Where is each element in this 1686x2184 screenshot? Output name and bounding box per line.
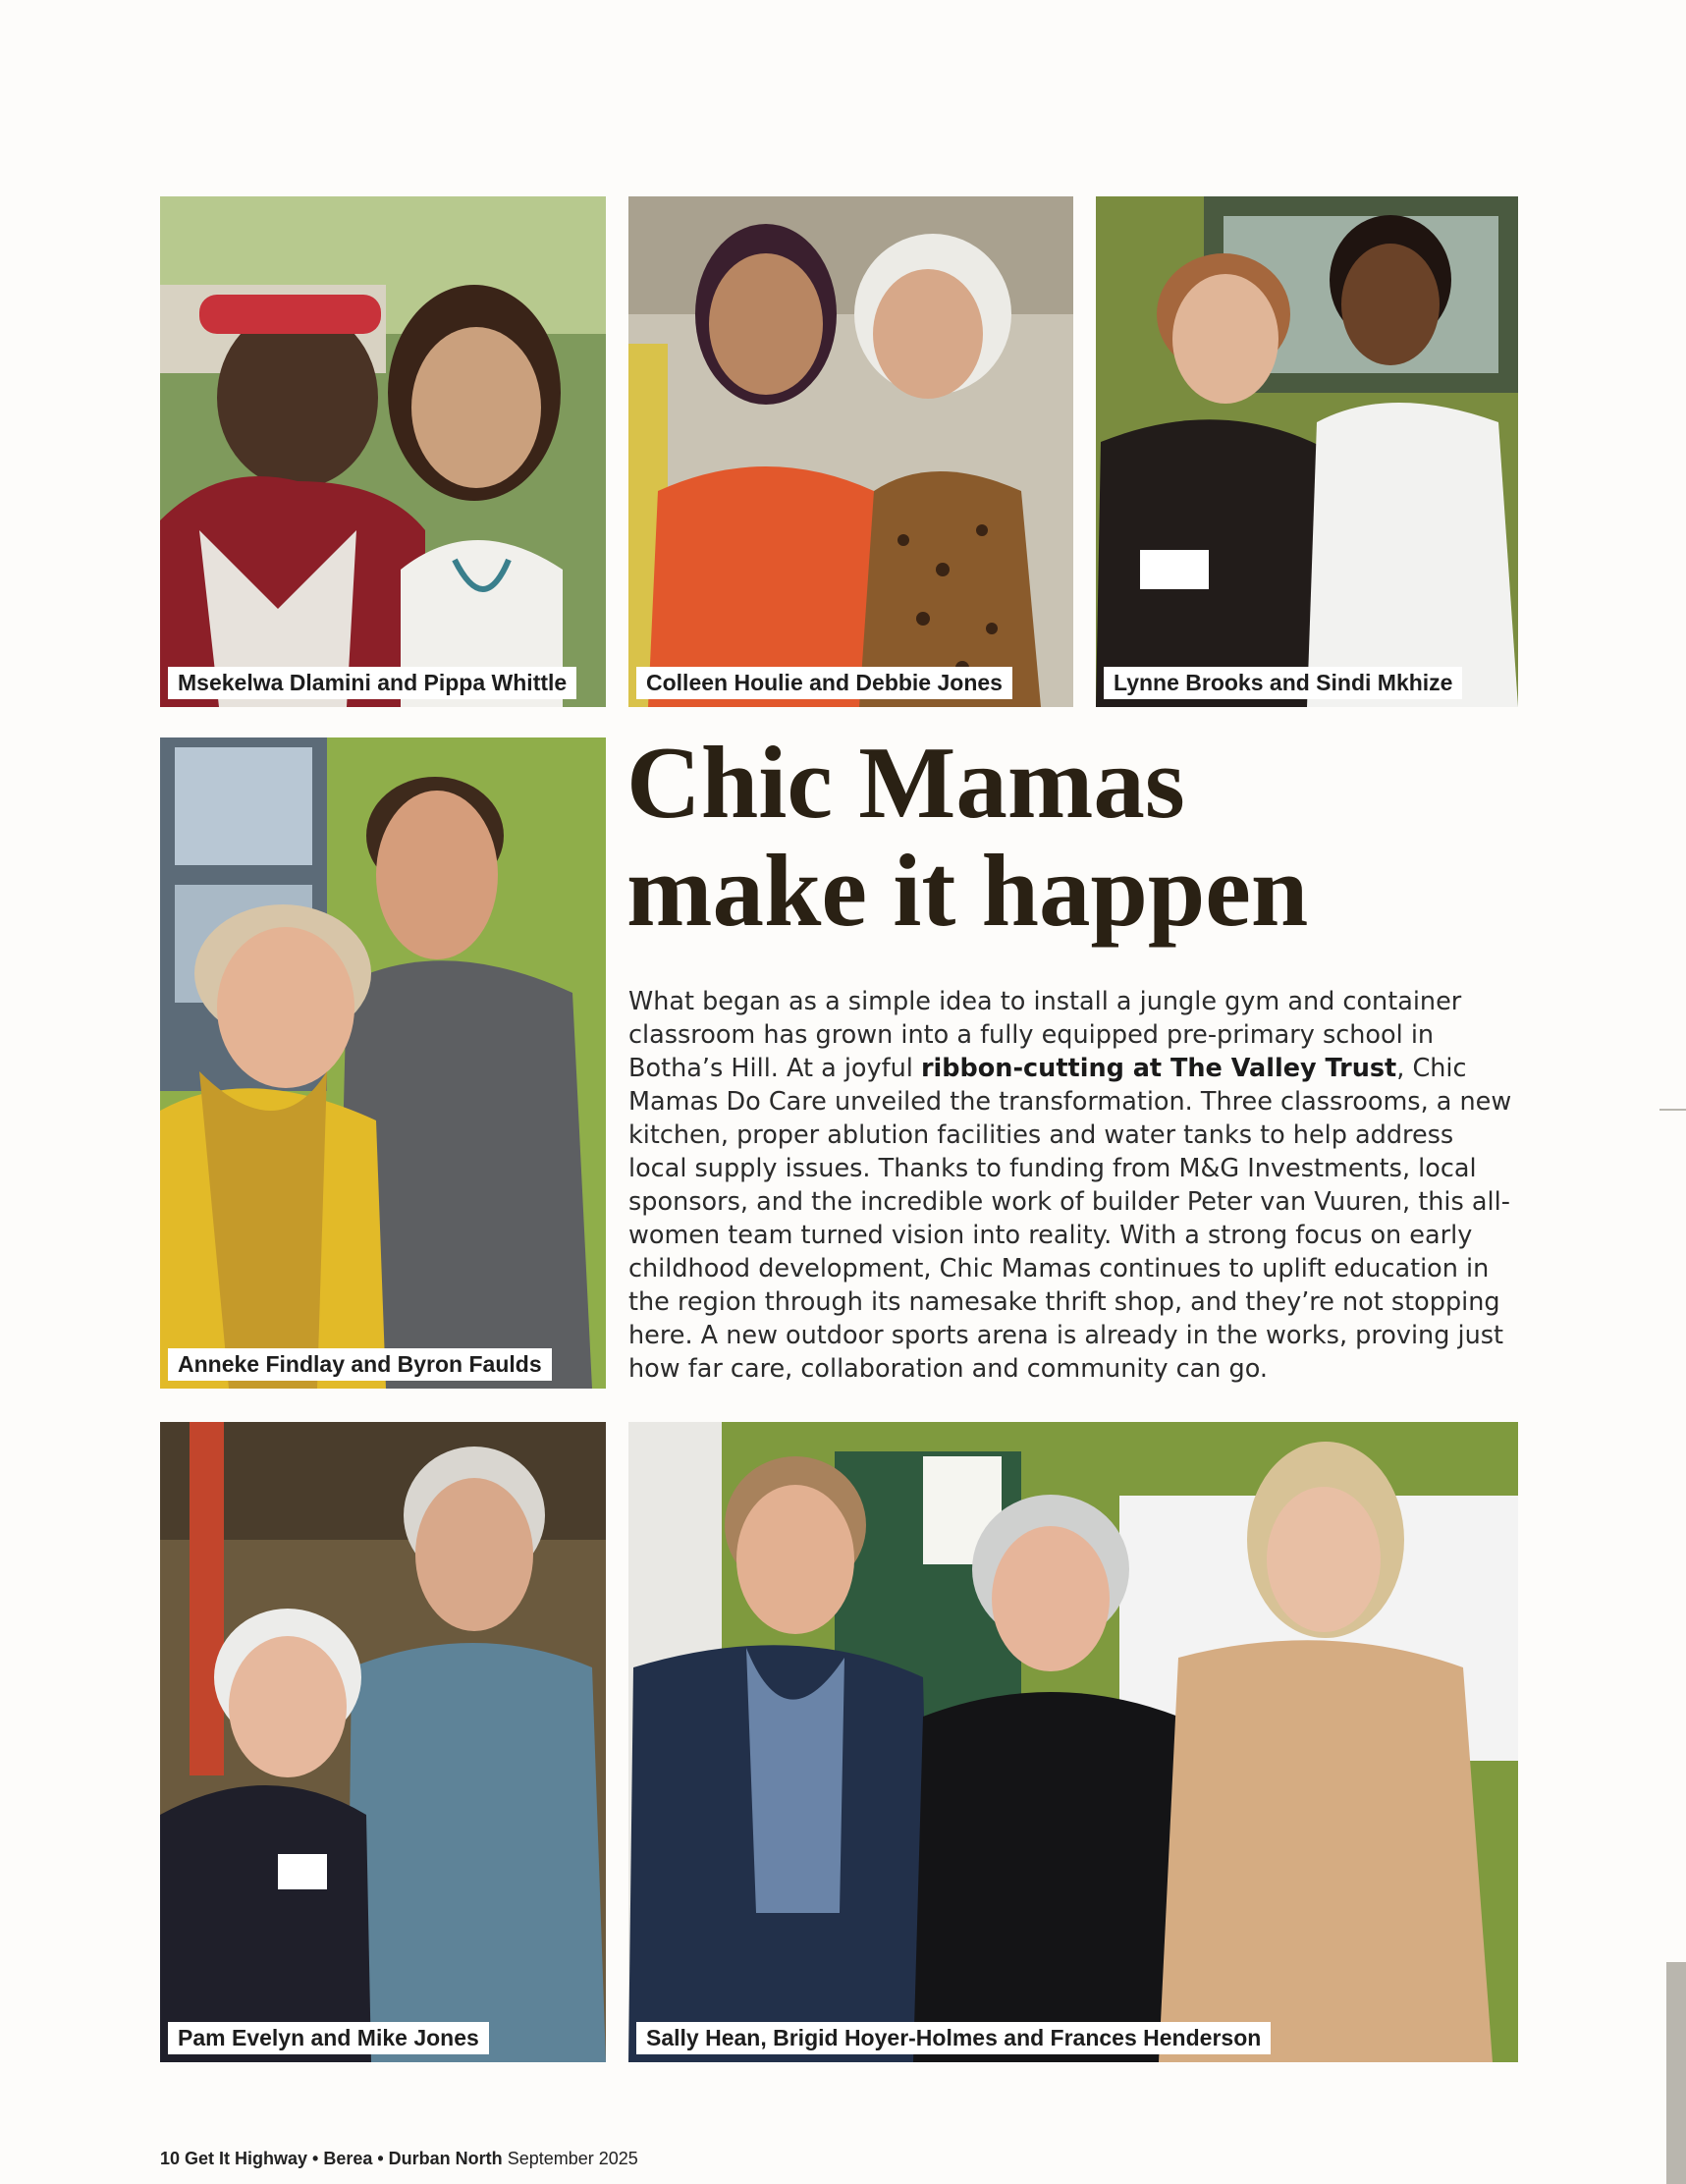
- page-edge-tab: [1666, 1962, 1686, 2184]
- headline-line-2: make it happen: [626, 833, 1309, 948]
- body-text-part-2: , Chic Mamas Do Care unveiled the transformation. Three classrooms, a new kitchen, proper ablution facilities and water tanks to help address local supply issues. Thanks to funding from M&G Investments, local sponsors, and the incredible work of builder Peter van Vuuren, this all-women team turned vision into reality. With a strong focus on early childhood development, Chic Mamas continues to uplift education in the region through its namesake thrift shop, and they’re not stopping here. A new outdoor sports arena is already in the works, proving just how far care, collaboration and community can go.: [628, 1054, 1512, 1384]
- photo-anneke-byron: [160, 737, 606, 1389]
- photo-sally-brigid-frances: [628, 1422, 1518, 2062]
- footer-issue-date: September 2025: [507, 2149, 638, 2168]
- photo-caption: Colleen Houlie and Debbie Jones: [636, 667, 1012, 699]
- footer-page-info: 10 Get It Highway • Berea • Durban North: [160, 2149, 503, 2168]
- body-text-bold: ribbon-cutting at The Valley Trust: [920, 1054, 1397, 1083]
- photo-caption: Pam Evelyn and Mike Jones: [168, 2022, 489, 2054]
- photo-caption: Msekelwa Dlamini and Pippa Whittle: [168, 667, 576, 699]
- photo-scene: [160, 1422, 606, 2062]
- page-edge-tick: [1659, 1109, 1686, 1111]
- photo-caption: Sally Hean, Brigid Hoyer-Holmes and Frances Henderson: [636, 2022, 1271, 2054]
- photo-scene: [628, 196, 1073, 707]
- photo-caption: Anneke Findlay and Byron Faulds: [168, 1348, 552, 1381]
- photo-pam-mike: [160, 1422, 606, 2062]
- body-text-part-1: What began as a simple idea to install a jungle gym and container classroom has grown into a fully equipped pre-primary school in Botha’s Hill. At a joyful: [628, 987, 1462, 1083]
- photo-msekelwa-pippa: [160, 196, 606, 707]
- photo-scene: [160, 737, 606, 1389]
- photo-scene: [160, 196, 606, 707]
- headline-line-1: Chic Mamas: [626, 725, 1185, 840]
- photo-scene: [1096, 196, 1518, 707]
- article-headline: [626, 725, 1569, 948]
- photo-lynne-sindi: [1096, 196, 1518, 707]
- photo-scene: [628, 1422, 1518, 2062]
- article-body: [628, 985, 1517, 1386]
- photo-colleen-debbie: [628, 196, 1073, 707]
- photo-caption: Lynne Brooks and Sindi Mkhize: [1104, 667, 1462, 699]
- page-footer: [160, 2149, 638, 2169]
